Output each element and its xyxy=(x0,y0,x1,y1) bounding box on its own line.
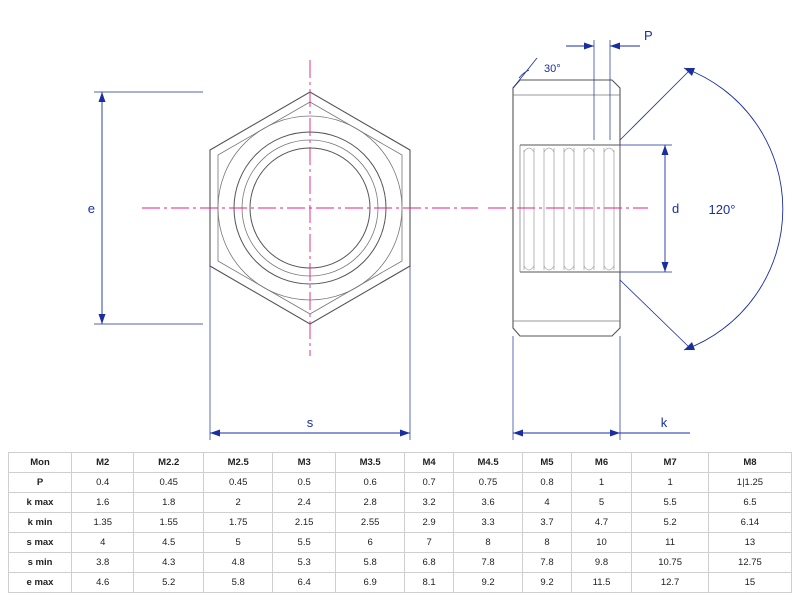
table-cell: 1.35 xyxy=(72,513,134,533)
arrowhead-s-right xyxy=(400,430,410,437)
leader-line-120-bottom xyxy=(620,280,690,348)
table-cell: 4 xyxy=(523,493,571,513)
table-cell: 3.3 xyxy=(453,513,522,533)
table-cell: 5 xyxy=(203,533,272,553)
table-header-cell: M5 xyxy=(523,453,571,473)
table-header-cell: M2.5 xyxy=(203,453,272,473)
table-cell: 12.7 xyxy=(632,573,709,593)
table-header-cell: M8 xyxy=(708,453,791,473)
table-cell: 2.55 xyxy=(335,513,404,533)
table-cell: 5.3 xyxy=(273,553,335,573)
hex-nut-section-view xyxy=(488,28,783,440)
table-row xyxy=(9,473,792,493)
hex-nut-front-view xyxy=(88,60,478,440)
table-cell: 4.6 xyxy=(72,573,134,593)
table-cell: 8.1 xyxy=(405,573,453,593)
table-cell: 5 xyxy=(571,493,632,513)
table-cell: 6 xyxy=(335,533,404,553)
table-cell: 10 xyxy=(571,533,632,553)
spec-table-container xyxy=(8,452,792,593)
table-cell: 9.2 xyxy=(453,573,522,593)
table-cell: 6.5 xyxy=(708,493,791,513)
table-cell: 4.3 xyxy=(134,553,203,573)
arrowhead-e-top xyxy=(99,92,106,102)
dimension-label-s: s xyxy=(306,415,314,430)
arrowhead-p-right xyxy=(610,43,620,50)
table-cell: 5.8 xyxy=(203,573,272,593)
table-cell: 3.6 xyxy=(453,493,522,513)
table-cell: 2.4 xyxy=(273,493,335,513)
table-cell: 2 xyxy=(203,493,272,513)
arrowhead-p-left xyxy=(584,43,594,50)
table-cell: 0.8 xyxy=(523,473,571,493)
table-cell: 5.5 xyxy=(273,533,335,553)
arrowhead-s-left xyxy=(210,430,220,437)
dimension-label-p: P xyxy=(644,28,653,43)
table-cell: 4.7 xyxy=(571,513,632,533)
table-header-cell: M4.5 xyxy=(453,453,522,473)
table-row xyxy=(9,573,792,593)
table-header-cell: M3.5 xyxy=(335,453,404,473)
table-header-cell-label: Mon xyxy=(9,453,72,473)
table-cell: 4.8 xyxy=(203,553,272,573)
arrowhead-k-left xyxy=(513,430,523,437)
table-row-label: P xyxy=(9,473,72,493)
table-cell: 7.8 xyxy=(453,553,522,573)
dimension-table xyxy=(8,452,792,593)
angle-label-30: 30° xyxy=(544,63,561,75)
table-cell: 8 xyxy=(453,533,522,553)
table-header-cell: M6 xyxy=(571,453,632,473)
table-row xyxy=(9,513,792,533)
table-row xyxy=(9,533,792,553)
table-cell: 1.8 xyxy=(134,493,203,513)
table-cell: 1|1.25 xyxy=(708,473,791,493)
arrowhead-d-top xyxy=(662,145,669,155)
table-cell: 1.55 xyxy=(134,513,203,533)
table-cell: 10.75 xyxy=(632,553,709,573)
table-cell: 3.2 xyxy=(405,493,453,513)
table-cell: 2.15 xyxy=(273,513,335,533)
arrowhead-e-bottom xyxy=(99,314,106,324)
angle-label-120: 120° xyxy=(708,202,736,217)
table-cell: 8 xyxy=(523,533,571,553)
table-row xyxy=(9,493,792,513)
table-cell: 0.4 xyxy=(72,473,134,493)
table-cell: 6.8 xyxy=(405,553,453,573)
table-row-label: k max xyxy=(9,493,72,513)
table-cell: 13 xyxy=(708,533,791,553)
table-row xyxy=(9,553,792,573)
table-cell: 1 xyxy=(571,473,632,493)
table-header-cell: M7 xyxy=(632,453,709,473)
table-cell: 0.45 xyxy=(203,473,272,493)
thread-hatching xyxy=(524,148,614,270)
table-cell: 11.5 xyxy=(571,573,632,593)
table-cell: 0.7 xyxy=(405,473,453,493)
table-cell: 1 xyxy=(632,473,709,493)
table-cell: 6.9 xyxy=(335,573,404,593)
table-header-cell: M4 xyxy=(405,453,453,473)
table-cell: 0.75 xyxy=(453,473,522,493)
table-cell: 2.9 xyxy=(405,513,453,533)
table-cell: 2.8 xyxy=(335,493,404,513)
leader-line-120-top xyxy=(620,70,690,140)
table-cell: 3.8 xyxy=(72,553,134,573)
table-row-label: k min xyxy=(9,513,72,533)
table-cell: 0.5 xyxy=(273,473,335,493)
table-cell: 0.45 xyxy=(134,473,203,493)
table-cell: 7.8 xyxy=(523,553,571,573)
arrowhead-120-bottom xyxy=(684,342,695,350)
dimension-label-d: d xyxy=(672,201,680,216)
table-row-label: s max xyxy=(9,533,72,553)
table-cell: 7 xyxy=(405,533,453,553)
table-cell: 1.6 xyxy=(72,493,134,513)
table-header-cell: M3 xyxy=(273,453,335,473)
table-cell: 6.4 xyxy=(273,573,335,593)
leader-line-30deg xyxy=(513,58,537,88)
table-cell: 9.8 xyxy=(571,553,632,573)
table-header-cell: M2.2 xyxy=(134,453,203,473)
table-cell: 1.75 xyxy=(203,513,272,533)
table-cell: 4 xyxy=(72,533,134,553)
arrowhead-k-right xyxy=(610,430,620,437)
table-header-row xyxy=(9,453,792,473)
table-cell: 5.2 xyxy=(134,573,203,593)
table-cell: 9.2 xyxy=(523,573,571,593)
table-cell: 5.8 xyxy=(335,553,404,573)
table-cell: 3.7 xyxy=(523,513,571,533)
table-cell: 15 xyxy=(708,573,791,593)
table-cell: 6.14 xyxy=(708,513,791,533)
table-row-label: e max xyxy=(9,573,72,593)
table-row-label: s min xyxy=(9,553,72,573)
dimension-label-e: e xyxy=(87,201,95,216)
table-cell: 11 xyxy=(632,533,709,553)
table-cell: 5.2 xyxy=(632,513,709,533)
table-cell: 4.5 xyxy=(134,533,203,553)
table-cell: 5.5 xyxy=(632,493,709,513)
table-cell: 0.6 xyxy=(335,473,404,493)
table-header-cell: M2 xyxy=(72,453,134,473)
arrowhead-d-bottom xyxy=(662,262,669,272)
dimension-label-k: k xyxy=(660,415,668,430)
table-cell: 12.75 xyxy=(708,553,791,573)
